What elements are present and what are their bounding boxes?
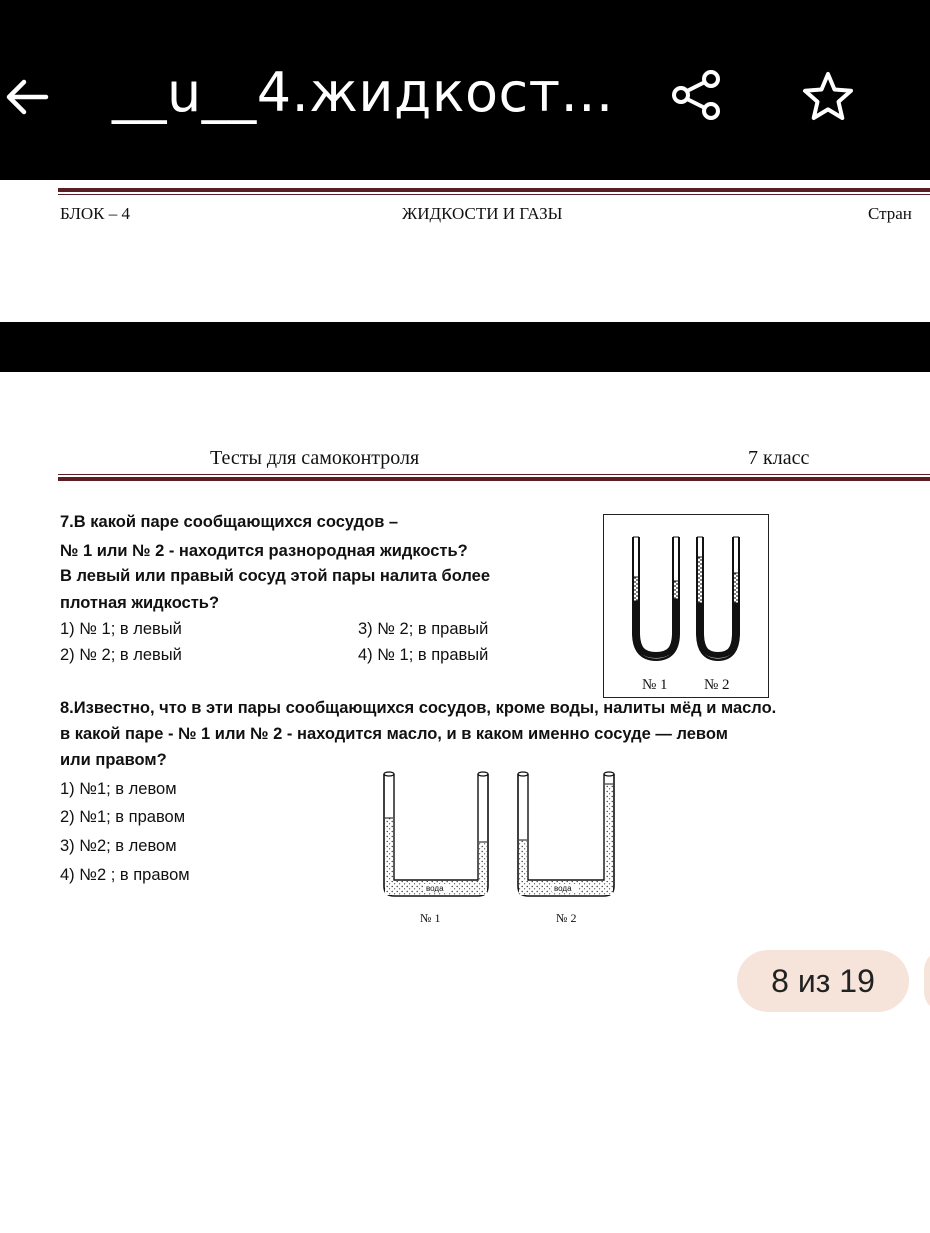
figure-label-1: № 1 [420,911,441,925]
star-outline-icon [800,70,856,124]
arrow-left-icon [2,72,52,122]
figure-label-2: № 2 [556,911,577,925]
document-title: __u__4.жидкост... [112,61,614,124]
question7-option: 1) № 1; в левый [60,620,182,638]
tests-title: Тесты для самоконтроля [210,447,420,469]
figure-label-1: № 1 [642,677,668,693]
page-indicator-secondary[interactable] [924,950,930,1012]
favorite-button[interactable] [800,70,856,124]
question7-vessels-figure [603,514,769,698]
question8-option: 1) №1; в левом [60,780,177,798]
question7-option: 3) № 2; в правый [358,620,489,638]
share-button[interactable] [668,66,726,124]
question7-line: плотная жидкость? [60,594,220,612]
question8-line: в какой паре - № 1 или № 2 - находится масло, и в каком именно сосуде — левом [60,725,728,743]
header-block-label: БЛОК – 4 [60,204,130,223]
question8-option: 3) №2; в левом [60,837,177,855]
question7-line: В левый или правый сосуд этой пары налита более [60,567,491,585]
question7-line: № 1 или № 2 - находится разнородная жидкость? [60,542,468,560]
figure-label-2: № 2 [704,677,730,693]
u-tubes-illustration [376,770,622,930]
back-button[interactable] [2,72,52,122]
app-bar [0,0,930,180]
question7-option: 2) № 2; в левый [60,646,182,664]
page-indicator: 8 из 19 [737,950,909,1012]
water-label: вода [426,884,444,893]
header-rule [58,188,930,192]
water-label: вода [554,884,572,893]
question8-vessels-figure [376,770,622,930]
share-icon [668,66,726,124]
question7-option: 4) № 1; в правый [358,646,489,664]
page2-header-rule [58,477,930,481]
question8-option: 2) №1; в правом [60,808,186,826]
question8-line: 8.Известно, что в эти пары сообщающихся сосудов, кроме воды, налиты мёд и масло. [60,699,777,717]
question8-option: 4) №2 ; в правом [60,866,190,884]
question8-line: или правом? [60,751,167,769]
header-rule-thin [58,194,930,195]
header-page-label: Стран [868,204,912,223]
page-separator [0,322,930,372]
communicating-vessels-illustration [604,515,768,697]
header-topic-label: ЖИДКОСТИ И ГАЗЫ [402,204,563,223]
question7-line: 7.В какой паре сообщающихся сосудов – [60,513,399,531]
grade-label: 7 класс [748,447,810,469]
page2-header-rule-thin [58,474,930,475]
